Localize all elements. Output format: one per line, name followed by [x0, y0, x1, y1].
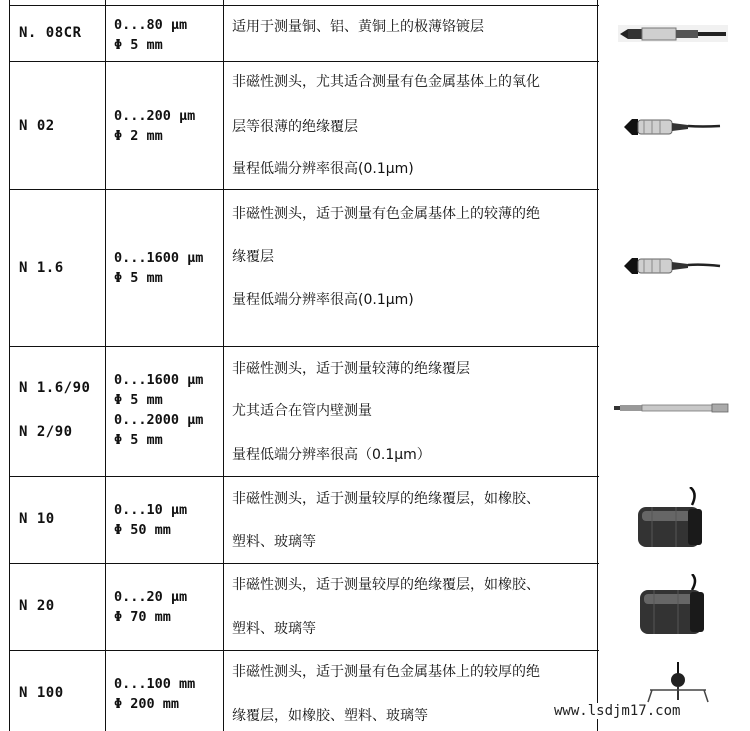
probe-model: N 1.6/90	[19, 380, 91, 396]
column-divider-2	[223, 0, 224, 731]
probe-spec	[114, 674, 195, 714]
spec-range: 0...100 mm	[114, 676, 196, 692]
row-separator	[9, 346, 599, 347]
rod-probe-image	[612, 401, 732, 415]
description-line: 塑料、玻璃等	[232, 621, 316, 637]
spec-range: 0...200 μm	[114, 108, 196, 124]
description-line: 适用于测量铜、铝、黄铜上的极薄铬镀层	[232, 19, 484, 35]
column-divider-1	[105, 0, 106, 731]
description-line: 尤其适合在管内壁测量	[232, 403, 372, 419]
row-separator	[9, 476, 599, 477]
spec-range: 0...1600 μm	[114, 250, 204, 266]
description-line: 非磁性测头，适于测量较薄的绝缘覆层	[232, 361, 470, 377]
probe-model: N 10	[19, 511, 55, 527]
spec-diameter: Φ 50 mm	[114, 522, 171, 538]
row-separator	[9, 189, 599, 190]
stand-probe-image	[640, 660, 716, 704]
spec-diameter: Φ 5 mm	[114, 37, 163, 53]
spec-range: 0...10 μm	[114, 502, 188, 518]
probe-model: N 1.6	[19, 260, 64, 276]
probe-spec	[114, 500, 187, 540]
spec-diameter: Φ 5 mm	[114, 432, 163, 448]
probe-model: N. 08CR	[19, 25, 82, 41]
probe-model: N 100	[19, 685, 64, 701]
description-line: 量程低端分辨率很高(0.1μm)	[232, 161, 414, 177]
cylinder-probe-image	[636, 574, 716, 640]
spec-diameter: Φ 5 mm	[114, 270, 163, 286]
watermark: www.lsdjm17.com	[554, 703, 681, 719]
probe-spec	[114, 587, 187, 627]
description-line: 量程低端分辨率很高（0.1μm）	[232, 447, 431, 463]
description-line: 层等很薄的绝缘覆层	[232, 119, 358, 135]
probe-spec	[114, 370, 203, 450]
spec-range: 0...2000 μm	[114, 412, 204, 428]
probe-spec	[114, 248, 203, 288]
probe-model: N 20	[19, 598, 55, 614]
description-line: 缘覆层，如橡胶、塑料、玻璃等	[232, 708, 428, 724]
column-divider-3	[597, 0, 598, 731]
cable-probe-image	[622, 253, 722, 279]
description-line: 非磁性测头，尤其适合测量有色金属基体上的氧化	[232, 74, 540, 90]
spec-diameter: Φ 200 mm	[114, 696, 180, 712]
description-line: 非磁性测头，适于测量较厚的绝缘覆层，如橡胶、	[232, 491, 540, 507]
spec-diameter: Φ 70 mm	[114, 609, 171, 625]
description-line: 非磁性测头，适于测量较厚的绝缘覆层，如橡胶、	[232, 577, 540, 593]
description-line: 缘覆层	[232, 249, 274, 265]
spec-range: 0...1600 μm	[114, 372, 204, 388]
spec-diameter: Φ 5 mm	[114, 392, 163, 408]
description-line: 量程低端分辨率很高(0.1μm)	[232, 292, 414, 308]
spec-range: 0...20 μm	[114, 589, 188, 605]
spec-range: 0...80 μm	[114, 17, 188, 33]
row-separator	[9, 5, 599, 6]
row-separator	[9, 650, 599, 651]
thin-pen-probe-image	[618, 22, 728, 46]
description-line: 非磁性测头，适于测量有色金属基体上的较薄的绝	[232, 206, 540, 222]
cylinder-probe-image	[632, 487, 712, 553]
description-line: 塑料、玻璃等	[232, 534, 316, 550]
probe-model: N 02	[19, 118, 55, 134]
probe-spec	[114, 106, 195, 146]
table-border-left	[9, 0, 10, 731]
probe-model-secondary: N 2/90	[19, 424, 73, 440]
row-separator	[9, 61, 599, 62]
description-line: 非磁性测头，适于测量有色金属基体上的较厚的绝	[232, 664, 540, 680]
row-separator	[9, 563, 599, 564]
probe-spec	[114, 15, 187, 55]
spec-diameter: Φ 2 mm	[114, 128, 163, 144]
cable-probe-image	[622, 114, 722, 140]
